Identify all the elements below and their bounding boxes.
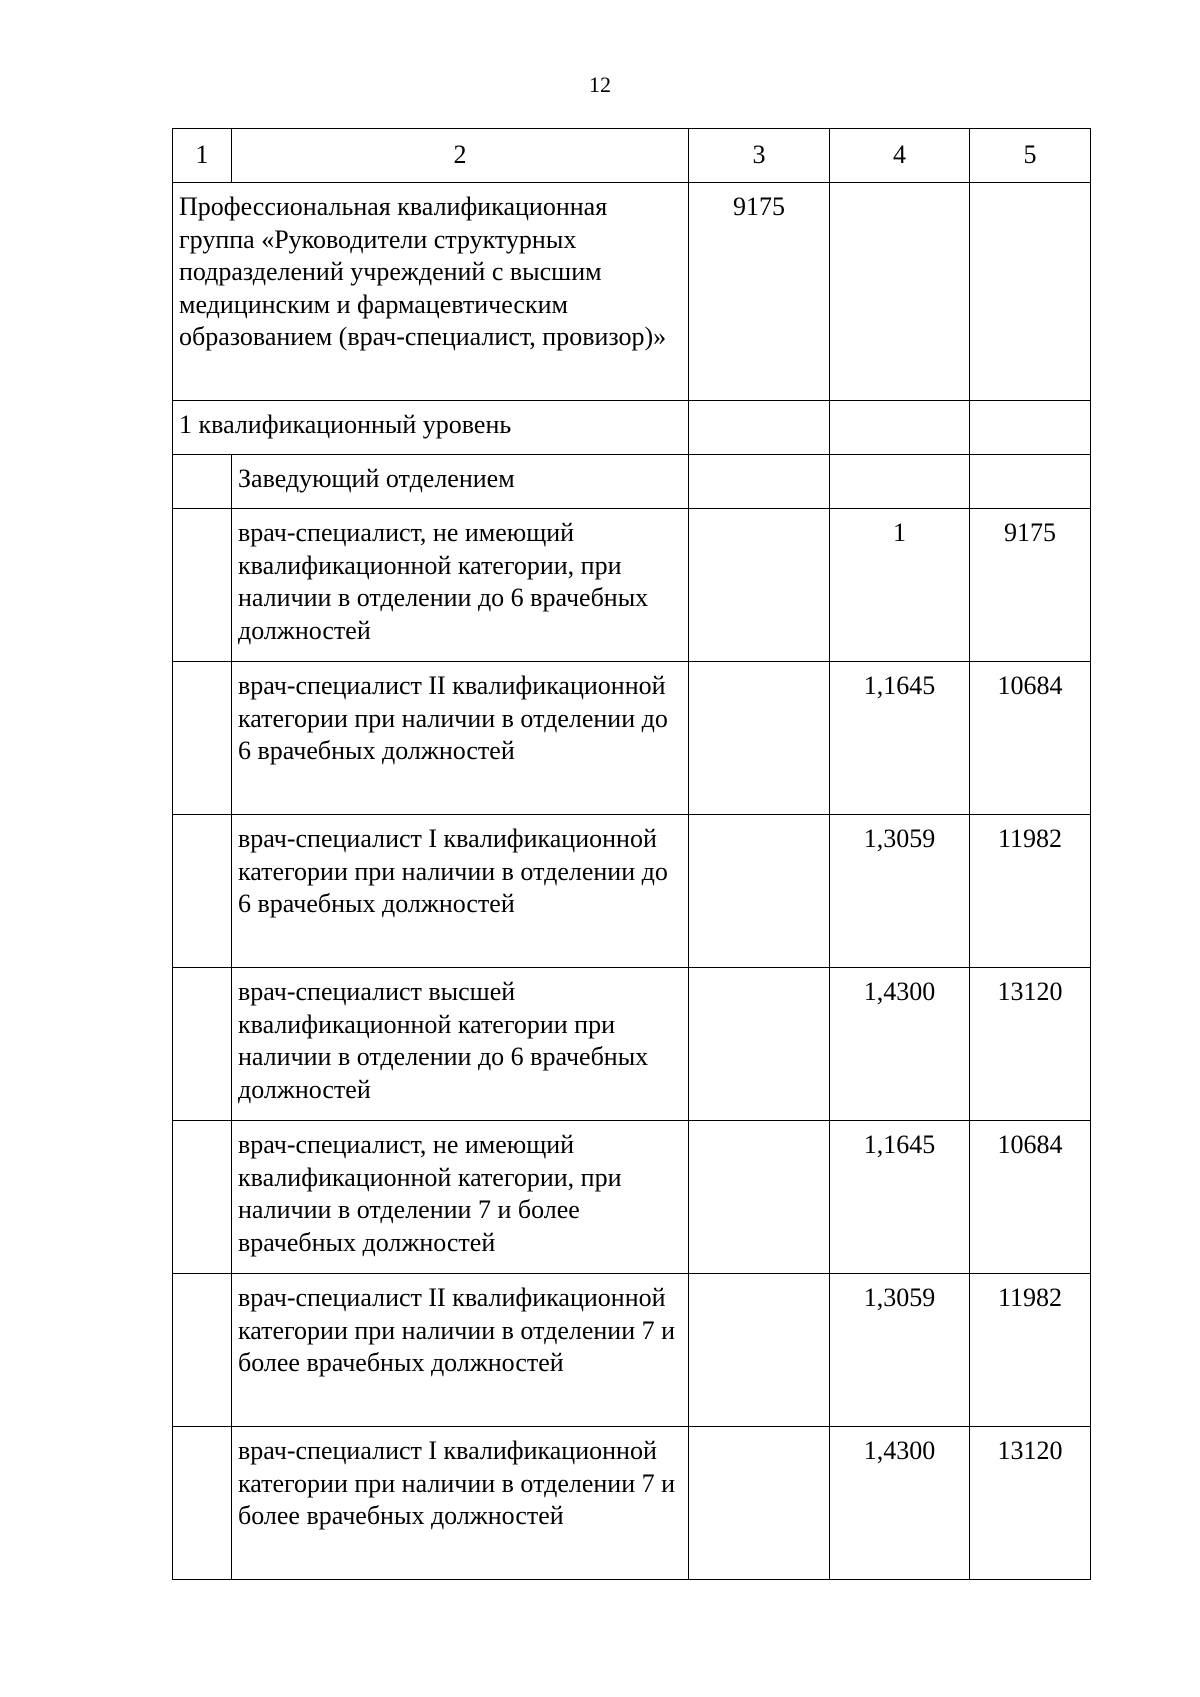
row-salary: 10684	[970, 1121, 1091, 1274]
row-empty-col-1	[173, 509, 232, 662]
group-base-salary: 9175	[689, 183, 830, 401]
row-empty-col-3	[689, 1427, 830, 1580]
row-empty-col-3	[689, 815, 830, 968]
row-empty-col-1	[173, 1427, 232, 1580]
row-label: врач-специалист I квалификационной категории при наличии в отделении 7 и более врачебных должностей	[232, 1427, 689, 1580]
row-coefficient: 1	[830, 509, 970, 662]
row-salary: 13120	[970, 968, 1091, 1121]
row-salary: 11982	[970, 815, 1091, 968]
header-col-3: 3	[689, 129, 830, 183]
group-empty-col-4	[830, 183, 970, 401]
row-coefficient: 1,1645	[830, 662, 970, 815]
position-row	[173, 455, 1091, 509]
level-empty-col-4	[830, 401, 970, 455]
row-coefficient: 1,4300	[830, 968, 970, 1121]
level-empty-col-3	[689, 401, 830, 455]
row-salary: 10684	[970, 662, 1091, 815]
header-col-1: 1	[173, 129, 232, 183]
row-empty-col-3	[689, 968, 830, 1121]
row-empty-col-3	[689, 509, 830, 662]
row-salary: 9175	[970, 509, 1091, 662]
position-empty-col-3	[689, 455, 830, 509]
table-row	[173, 815, 1091, 968]
header-col-2: 2	[232, 129, 689, 183]
page-number: 12	[589, 72, 611, 97]
group-row	[173, 183, 1091, 401]
row-empty-col-3	[689, 662, 830, 815]
row-label: врач-специалист высшей квалификационной категории при наличии в отделении до 6 врачебных должностей	[232, 968, 689, 1121]
row-empty-col-3	[689, 1274, 830, 1427]
position-label: Заведующий отделением	[232, 455, 689, 509]
table-row	[173, 968, 1091, 1121]
table-row	[173, 509, 1091, 662]
salary-table	[172, 128, 1091, 1580]
row-label: врач-специалист, не имеющий квалификационной категории, при наличии в отделении 7 и более врачебных должностей	[232, 1121, 689, 1274]
header-col-4: 4	[830, 129, 970, 183]
header-col-5: 5	[970, 129, 1091, 183]
row-label: врач-специалист, не имеющий квалификационной категории, при наличии в отделении до 6 врачебных должностей	[232, 509, 689, 662]
table-header-row	[173, 129, 1091, 183]
row-label: врач-специалист I квалификационной категории при наличии в отделении до 6 врачебных должностей	[232, 815, 689, 968]
row-empty-col-1	[173, 1121, 232, 1274]
row-empty-col-1	[173, 815, 232, 968]
row-empty-col-1	[173, 662, 232, 815]
table-row	[173, 1427, 1091, 1580]
table-row	[173, 1121, 1091, 1274]
row-empty-col-1	[173, 1274, 232, 1427]
row-coefficient: 1,1645	[830, 1121, 970, 1274]
row-empty-col-3	[689, 1121, 830, 1274]
level-empty-col-5	[970, 401, 1091, 455]
row-label: врач-специалист II квалификационной категории при наличии в отделении 7 и более врачебных должностей	[232, 1274, 689, 1427]
table-row	[173, 1274, 1091, 1427]
level-label: 1 квалификационный уровень	[173, 401, 689, 455]
row-empty-col-1	[173, 968, 232, 1121]
position-empty-col-5	[970, 455, 1091, 509]
position-empty-col-4	[830, 455, 970, 509]
position-empty-col-1	[173, 455, 232, 509]
group-label: Профессиональная квалификационная группа «Руководители структурных подразделений учреждений с высшим медицинским и фармацевтическим образованием (врач-специалист, провизор)»	[173, 183, 689, 401]
row-coefficient: 1,4300	[830, 1427, 970, 1580]
row-coefficient: 1,3059	[830, 1274, 970, 1427]
row-label: врач-специалист II квалификационной категории при наличии в отделении до 6 врачебных должностей	[232, 662, 689, 815]
row-salary: 11982	[970, 1274, 1091, 1427]
row-coefficient: 1,3059	[830, 815, 970, 968]
level-row	[173, 401, 1091, 455]
group-empty-col-5	[970, 183, 1091, 401]
table-row	[173, 662, 1091, 815]
row-salary: 13120	[970, 1427, 1091, 1580]
